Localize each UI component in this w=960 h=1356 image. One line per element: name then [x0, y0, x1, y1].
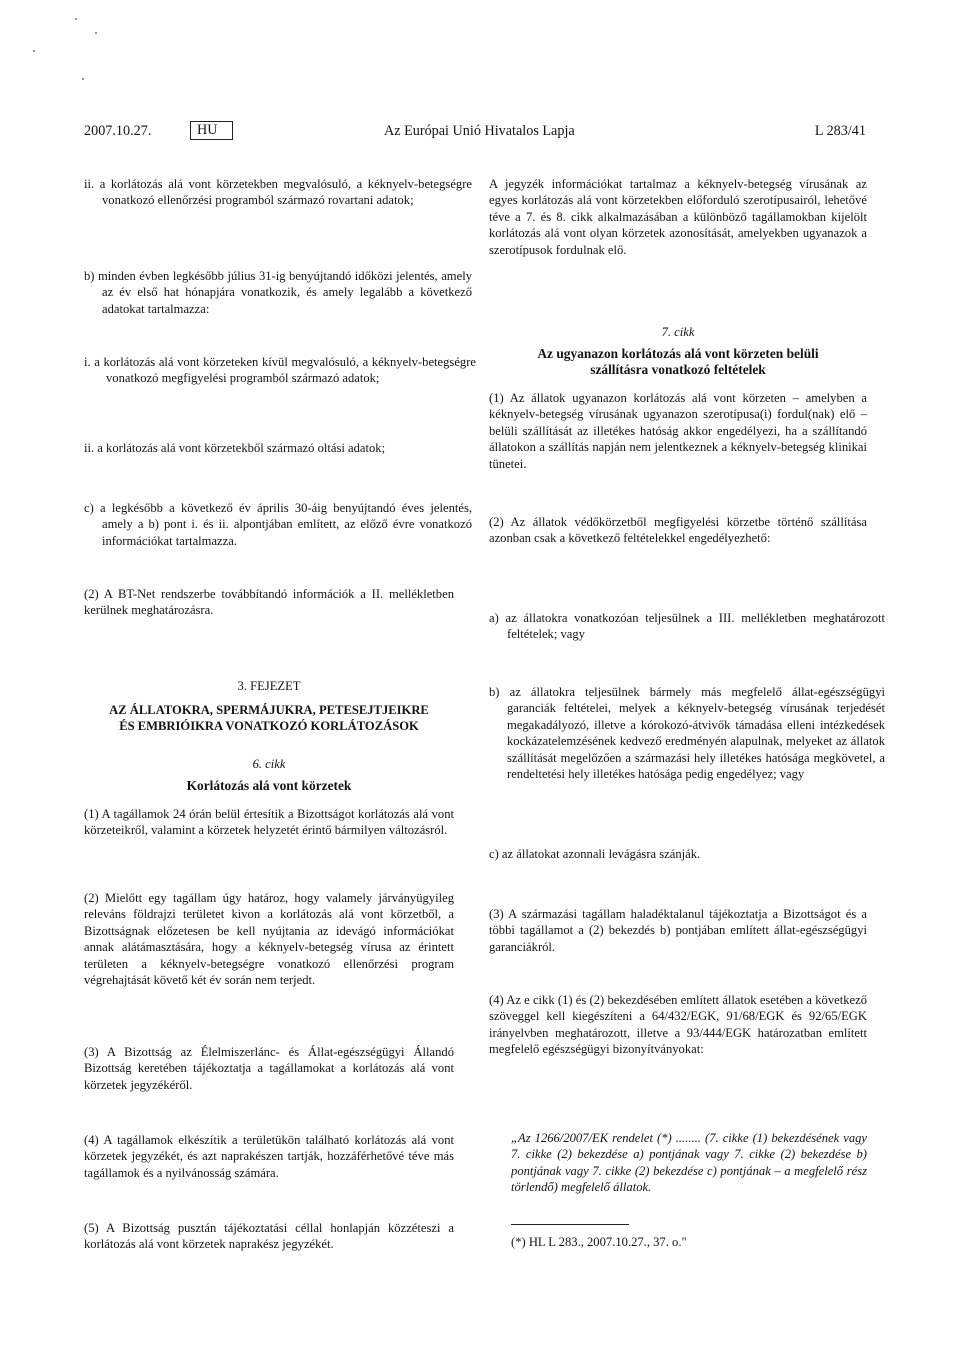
left-column [84, 172, 476, 1272]
page-number: L 283/41 [814, 123, 866, 139]
footnote: (*) HL L 283., 2007.10.27., 37. o." [511, 1235, 687, 1249]
article-7-paragraph-3: (3) A származási tagállam haladéktalanul tájékoztatja a Bizottságot és a többi tagállamot a (2) bekezdés b) pontjában említett állat-egészségügyi garanciákról. [489, 907, 867, 954]
point-b-i-surveillance: i. a korlátozás alá vont körzeteken kívül megvalósuló, a kéknyelv-betegségre vonatkozó megfigyelési programból származó adatok; [84, 355, 476, 386]
point-ii-entomological: ii. a korlátozás alá vont körzetekben megvalósuló, a kéknyelv-betegségre vonatkozó ellenőrzési programból származó rovartani adatok; [84, 177, 472, 208]
language-badge: HU [190, 121, 233, 140]
point-b-interim-report: b) minden évben legkésőbb július 31-ig benyújtandó időközi jelentés, amely az év első hat hónapjára vonatkozik, és amely legalább a következő adatokat tartalmazza: [84, 269, 472, 316]
article-6-paragraph-1: (1) A tagállamok 24 órán belül értesítik a Bizottságot korlátozás alá vont körzeteikről, valamint a körzetek helyzetét érintő bármilyen változásról. [84, 807, 454, 838]
point-c-annual-report: c) a legkésőbb a következő év április 30-áig benyújtandó éves jelentés, amely a b) pont i. és ii. alpontjában említett, az előző évre vonatkozó információkat tartalmazza. [84, 501, 472, 548]
scan-speck [82, 78, 84, 80]
article-7-title: Az ugyanazon korlátozás alá vont körzeten belüli szállításra vonatkozó feltételek [537, 346, 819, 378]
scan-speck [33, 50, 35, 52]
certificate-quote: „Az 1266/2007/EK rendelet (*) ........ (7. cikke (1) bekezdésének vagy 7. cikke (2) bekezdése a) pontjának vagy 7. cikke (2) bekezdése b) pontjának vagy 7. cikke (2) bekezdése c) pontjának – a megfelelő rész törlendő) megfelelő állatok. [511, 1131, 867, 1195]
article-6-title: Korlátozás alá vont körzetek [186, 778, 352, 793]
article-6-paragraph-5: (5) A Bizottság pusztán tájékoztatási céllal honlapján közzéteszi a korlátozás alá vont körzetek naprakész jegyzékét. [84, 1221, 454, 1252]
chapter-title: AZ ÁLLATOKRA, SPERMÁJUKRA, PETESEJTJEIKRE ÉS EMBRIÓIKRA VONATKOZÓ KORLÁTOZÁSOK [109, 703, 429, 734]
article-6-paragraph-4: (4) A tagállamok elkészítik a területükön található korlátozás alá vont körzetek jegyzékét, és azt naprakészen tartják, hozzáférhetővé téve más tagállamok és a nyilvánosság számára. [84, 1133, 454, 1180]
article-7-point-c: c) az állatokat azonnali levágásra szánják. [489, 847, 701, 861]
paragraph-2-btnet: (2) A BT-Net rendszerbe továbbítandó információk a II. mellékletben kerülnek meghatározásra. [84, 587, 454, 618]
article-7-paragraph-4: (4) Az e cikk (1) és (2) bekezdésében említett állatok esetében a következő szöveggel kell kiegészíteni a 64/432/EGK, 91/68/EGK és 92/65/EGK irányelvben meghatározott, illetve a 93/444/EGK határozatban említett megfelelő egészségügyi bizonyítványokat: [489, 993, 867, 1057]
page-header [84, 121, 866, 143]
publication-date: 2007.10.27. [84, 123, 152, 139]
chapter-number: 3. FEJEZET [237, 679, 301, 693]
article-6-paragraph-3: (3) A Bizottság az Élelmiszerlánc- és Állat-egészségügyi Állandó Bizottság keretében tájékoztatja a tagállamokat a korlátozás alá vont körzetek jegyzékéről. [84, 1045, 454, 1092]
right-column [489, 172, 885, 1272]
article-7-number: 7. cikk [661, 325, 695, 339]
article-6-paragraph-2: (2) Mielőtt egy tagállam úgy határoz, hogy valamely járványügyileg releváns földrajzi területet kivon a korlátozás alá vont körzetből, a Bizottságnak előzetesen be kell nyújtania az idevágó információkat annak alátámasztására, hogy a kéknyelv-betegség vírusa az érintett területen a kéknyelv-betegségre vonatkozó ellenőrzési program végrehajtását követő két év során nem terjedt. [84, 891, 454, 988]
article-7-paragraph-2: (2) Az állatok védőkörzetből megfigyelési körzetbe történő szállítása azonban csak a következő feltételekkel engedélyezhető: [489, 515, 867, 546]
article-7-point-a: a) az állatokra vonatkozóan teljesülnek a III. mellékletben meghatározott feltételek; vagy [489, 611, 885, 642]
article-7-point-b: b) az állatokra teljesülnek bármely más megfelelő állat-egészségügyi garanciák feltételei, melyek a kéknyelv-betegség vírusának terjedését megakadályozó, illetve a kórokozó-átvivők támadása elleni intézkedések kockázatelemzésének kedvező eredményén alapulnak, melyeket az állatok szállítását megelőzően a származási hely illetékes hatósága megkövetel, a rendeltetési hely illetékes hatósága pedig engedélyez; vagy [489, 685, 885, 782]
scan-speck [75, 18, 77, 20]
point-b-ii-vaccination: ii. a korlátozás alá vont körzetekből származó oltási adatok; [84, 441, 386, 455]
article-6-number: 6. cikk [252, 757, 286, 771]
list-content-paragraph: A jegyzék információkat tartalmaz a kéknyelv-betegség vírusának az egyes korlátozás alá vont körzetekben előforduló szerotípusairól, lehetővé téve a 7. és 8. cikk alkalmazásában a különböző tagállamokban kijelölt korlátozás alá vont olyan körzetek azonosítását, amelyekben ugyanazok a szerotípusok fordulnak elő. [489, 177, 867, 257]
scan-speck [95, 32, 97, 34]
article-7-paragraph-1: (1) Az állatok ugyanazon korlátozás alá vont körzeten – amelyben a kéknyelv-betegség vírusának ugyanazon szerotípusa(i) fordul(nak) elő – belüli szállítását az illetékes hatóság akkor engedélyezi, ha a szállítandó állatokon a szállítás napján nem jelentkeznek a kéknyelv-betegség klinikai tünetei. [489, 391, 867, 471]
journal-title: Az Európai Unió Hivatalos Lapja [384, 123, 575, 139]
footnote-rule [511, 1224, 629, 1225]
